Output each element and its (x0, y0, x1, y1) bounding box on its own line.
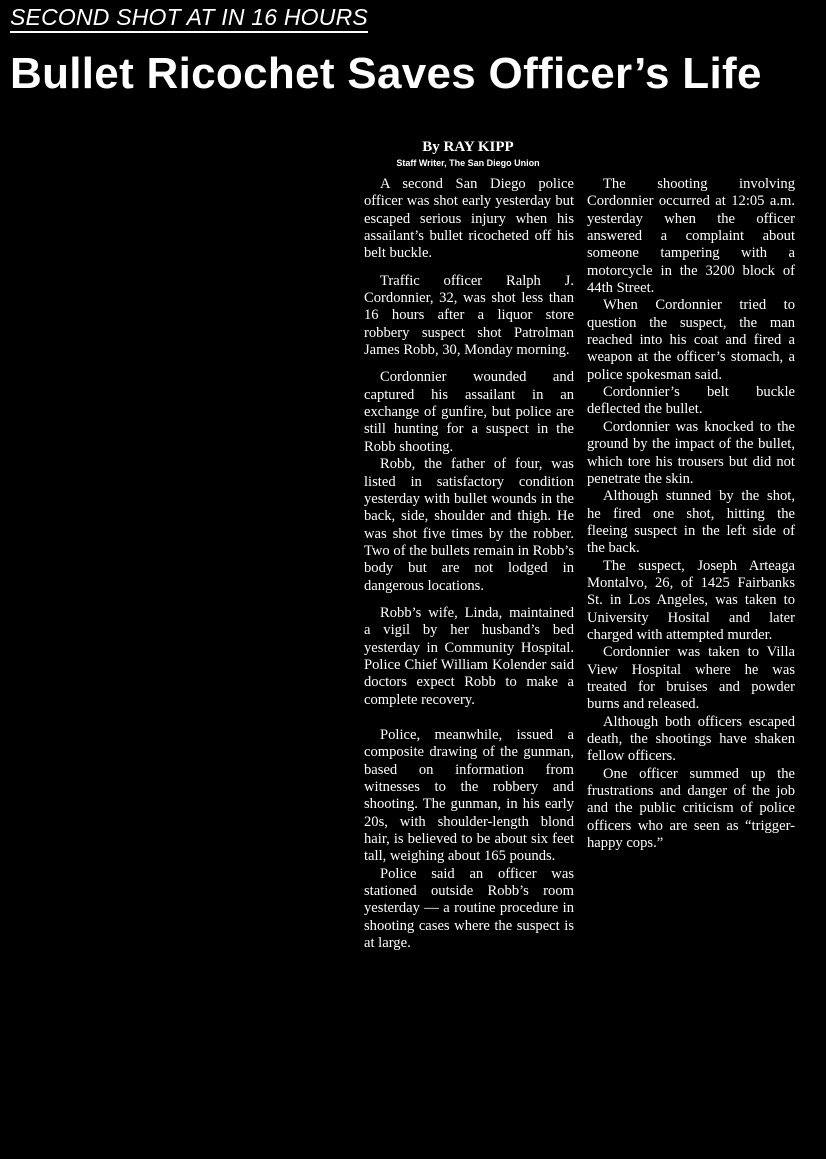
paragraph: The suspect, Joseph Arteaga Montalvo, 26, of 1425 Fairbanks St. in Los Angeles, was taken to University Hosital and later charged with attempted murder. (587, 557, 795, 643)
paragraph: Cordonnier wounded and captured his assailant in an exchange of gunfire, but police are still hunting for a suspect in the Robb shooting. (364, 369, 574, 455)
paragraph: Cordonnier’s belt buckle deflected the bullet. (587, 384, 795, 418)
byline-name: By RAY KIPP (422, 139, 514, 155)
paragraph: Although stunned by the shot, he fired one shot, hitting the fleeing suspect in the left side of the back. (587, 488, 795, 557)
paragraph: Robb’s wife, Linda, maintained a vigil by her husband’s bed yesterday in Community Hospital. Police Chief William Kolender said doctors expect Robb to make a complete recovery. (364, 604, 574, 708)
paragraph: Cordonnier was knocked to the ground by the impact of the bullet, which tore his trousers but did not penetrate the skin. (587, 418, 795, 487)
paragraph: A second San Diego police officer was shot early yesterday but escaped serious injury when his assailant’s bullet ricocheted off his belt buckle. (364, 176, 574, 262)
byline-title: Staff Writer, The San Diego Union (396, 158, 540, 168)
kicker: SECOND SHOT AT IN 16 HOURS (10, 4, 368, 33)
article-column-left (364, 176, 574, 952)
paragraph: Robb, the father of four, was listed in satisfactory condition yesterday with bullet wounds in the back, side, shoulder and thigh. He was shot five times by the robber. Two of the bullets remain in Robb’s body but are not lodged in dangerous locations. (364, 456, 574, 594)
paragraph: When Cordonnier tried to question the suspect, the man reached into his coat and fired a weapon at the officer’s stomach, a police spokesman said. (587, 297, 795, 383)
byline (362, 138, 574, 170)
paragraph: Traffic officer Ralph J. Cordonnier, 32, was shot less than 16 hours after a liquor store robbery suspect shot Patrolman James Robb, 30, Monday morning. (364, 272, 574, 359)
paragraph: Police, meanwhile, issued a composite drawing of the gunman, based on information from witnesses to the robbery and shooting. The gunman, in his early 20s, with shoulder-length blond hair, is believed to be about six feet tall, weighing about 165 pounds. (364, 726, 574, 865)
paragraph: Cordonnier was taken to Villa View Hospital where he was treated for bruises and powder burns and released. (587, 644, 795, 713)
paragraph: The shooting involving Cordonnier occurred at 12:05 a.m. yesterday when the officer answered a complaint about someone tampering with a motorcycle in the 3200 block of 44th Street. (587, 176, 795, 297)
article-column-right (587, 176, 795, 852)
paragraph: Police said an officer was stationed outside Robb’s room yesterday — a routine procedure in shooting cases where the suspect is at large. (364, 865, 574, 952)
paragraph: One officer summed up the frustrations and danger of the job and the public criticism of police officers who are seen as “trigger-happy cops.” (587, 765, 795, 852)
paragraph: Although both officers escaped death, the shootings have shaken fellow officers. (587, 713, 795, 765)
headline: Bullet Ricochet Saves Officer’s Life (10, 49, 762, 98)
